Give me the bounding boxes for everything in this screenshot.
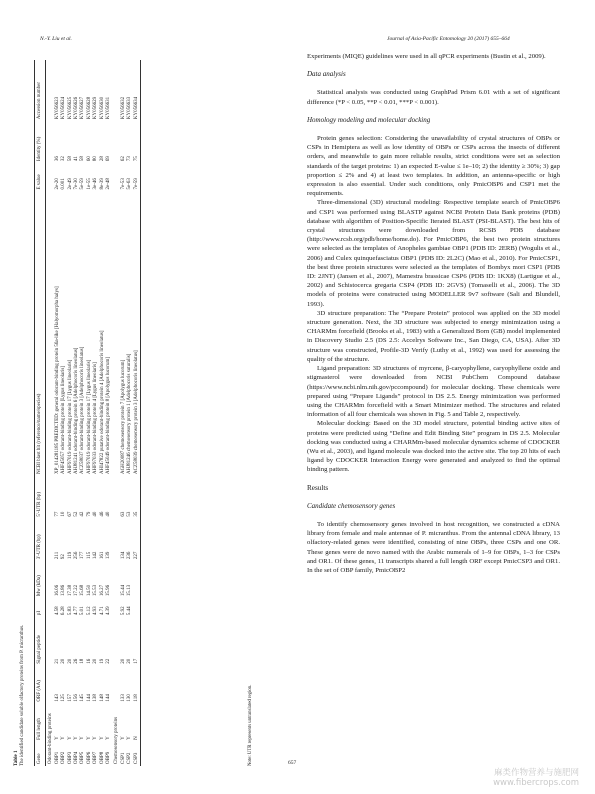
table-cell: 32 — [61, 156, 67, 162]
table-cell: 15.44 — [120, 584, 126, 597]
paragraph-results: To identify chemosensory genes involved in host recognition, we constructed a cDNA library from female and male antennae of P. micranthus. From the antennal cDNA library, 13 olfactory-related genes were identified, consisting of nine OBPs, three CSPs and one OR. These genes were de novo named with the Arabic numerals of 1–9 for OBPs, 1–3 for CSPs and OR1. Of these genes, 11 transcripts shared a full length ORF except PmicCSP3 and OR1. In the set of OBP family, PmicOBP2 — [307, 520, 560, 574]
paragraph-3d-modeling: Three-dimensional (3D) structural modeling: Respective template search of PmicOBP6 and CSP1 was performed using BLASTP against NCBI Protein Data Bank proteins (PDB) database with algorithm of Position-Specific Iterated BLAST (PSI-BLAST). The best hits of crystal structures were downloaded from RCSB PDB database (http://www.rcsb.org/pdb/home/home.do). For PmicOBP6, the best two protein structures were selected as the templates of Anopheles gambiae OBP1 (PDB ID: 2ERB) (Wogulis et al., 2006) and Culex quinquefasciatus OBP1 (PDB ID: 2L2C) (Mao et al., 2010). For PmicCSP1, the best three protein structures were selected as the templates of Bombyx mori CSP1 (PDB ID: 2JNT) (Jansen et al., 2007), Mamestra brassicae CSP6 (PDB ID: 1KX8) (Lartigue et al., 2002) and Schistocerca gregaria CSP4 (PDB ID: 2GVS) (Tomaselli et al., 2006). The 3D models of proteins were constructed using MODELLER 9v7 software (Sali and Blundell, 1993). — [307, 199, 560, 308]
watermark-url: www.fibercrops.com — [493, 778, 579, 788]
table-cell: 4.93 — [93, 606, 99, 616]
table-cell: 177 — [80, 551, 86, 560]
table-cell: 79 — [86, 511, 92, 517]
table-cell: OBP1 — [54, 751, 60, 764]
table-cell: ACZ58037 odorant-binding protein 3 [Adelphocoris lineolatus] — [80, 346, 86, 475]
table-cell: 77 — [54, 511, 60, 517]
table-cell: Y — [67, 736, 73, 740]
table-cell: 17 — [133, 658, 139, 664]
table-cell: 40 — [93, 511, 99, 517]
paragraph-gene-selection: Protein genes selection: Considering the unavailability of crystal structures of OBPs or CSPs in Hemiptera as well as low identity of OBPs or CSPs across the insects of different orders, and meanwhile to gain more reliable results, strict conditions were set as selection standards of the target proteins: 1) an expected E-value ≤ 1e–10; 2) the identity ≥ 30%; 3) gap proportion ≤ 2% and 4) at least two templates. In addition, an antenna-specific or high expression is also essential. Under such conditions, only PmicOBP6 and CSP1 met the requirements. — [307, 135, 560, 198]
table-cell: 125 — [61, 694, 67, 702]
table-cell: 35 — [133, 511, 139, 517]
table-cell: KY056623 — [54, 96, 60, 120]
table-cell: KY056629 — [93, 96, 99, 120]
table-cell: 227 — [133, 551, 139, 560]
right-text-column — [307, 52, 560, 575]
table-cell: KY056628 — [86, 96, 92, 120]
heading-homology-modeling: Homology modeling and molecular docking — [307, 115, 431, 124]
table-caption — [14, 625, 27, 766]
table-1-rotated — [12, 50, 290, 768]
table-cell: 73 — [127, 156, 133, 162]
table-cell: KY056633 — [127, 96, 133, 120]
table-cell: 4.39 — [106, 606, 112, 616]
table-cell: Y — [120, 736, 126, 740]
table-cell: 7e-30 — [74, 178, 80, 190]
table-cell: 67 — [67, 511, 73, 517]
table-cell: 5.83 — [67, 606, 73, 616]
table-cell: 80 — [93, 156, 99, 162]
table-cell: 10 — [61, 511, 67, 517]
table-cell: AHF45057 odorant-binding protein [Lygus lineolaris] — [61, 366, 67, 475]
table-cell: Y — [54, 736, 60, 740]
table-cell: 133 — [120, 694, 126, 702]
table-cell: ACZ58039 chemosensory protein 3 [Adelphocoris lineolatus] — [133, 350, 139, 475]
column-header: Accession number — [37, 81, 42, 120]
paragraph-ligand-preparation: Ligand preparation: 3D structures of myrcene, β-caryophyllene, caryophyllene oxide and stigmasterol were downloaded from NCBI PubChem Compound database (https://www.ncbi.nlm.nih.gov/pccompound) for molecular docking. These chemicals were prepared using “Prepare Ligands” protocol in DS 2.5. Energy minimization was performed using the CHARMm forcefield with a Smart Minimizer method. The structures and related information of all four chemicals was shown in Fig. 5 and Table 2, respectively. — [307, 365, 560, 419]
table-cell: 14.50 — [86, 584, 92, 597]
paragraph-statistics: Statistical analysis was conducted using GraphPad Prism 6.01 with a set of significant difference (*P < 0.05, **P < 0.01, ***P < 0.001). — [307, 89, 560, 106]
table-cell: 36 — [54, 156, 60, 162]
table-cell: Y — [80, 736, 86, 740]
table-cell: 20 — [93, 658, 99, 664]
table-cell: 7e-59 — [133, 178, 139, 190]
table-cell: 144 — [86, 694, 92, 702]
table-cell: 41 — [74, 156, 80, 162]
table-cell: 42 — [80, 511, 86, 517]
table-header-row — [35, 60, 46, 766]
table-cell: 7e-53 — [120, 178, 126, 190]
table-cell: 18 — [80, 658, 86, 664]
table-cell: 20 — [127, 658, 133, 664]
table-cell: 138 — [93, 694, 99, 702]
table-cell: OBP7 — [93, 751, 99, 764]
table-cell: 256 — [74, 551, 80, 560]
table-cell: 15.96 — [106, 584, 112, 597]
table-cell: 211 — [54, 551, 60, 560]
paragraph-structure-preparation: 3D structure preparation: The “Prepare Protein” protocol was applied on the 3D model structure generation. Next, the 3D structure was subjected to energy minimization using a CHARMm forcefield (Brooks et al., 1983) with a Generalized Born (GB) model implemented in Discovery Studio 2.5 (DS 2.5: Accelrys Software Inc., San Diego, CA, USA). After 3D structure was constructed, Profile-3D Verify (Luthy et al., 1992) was used for assessing the quality of the structure. — [307, 309, 560, 363]
table-cell: OBP8 — [99, 751, 105, 764]
table-cell: 21 — [54, 658, 60, 664]
heading-candidate-genes: Candidate chemosensory genes — [307, 501, 396, 510]
watermark-cn: 麻类作物营养与施肥网 — [493, 768, 579, 778]
table-cell: 15.68 — [80, 584, 86, 597]
table-cell: 20 — [67, 658, 73, 664]
table-cell: CSP3 — [133, 752, 139, 764]
table-cell: 1e-55 — [86, 178, 92, 190]
running-header-journal: Journal of Asia-Pacific Entomology 20 (2017) 655–664 — [387, 36, 510, 42]
table-cell: 236 — [127, 551, 133, 560]
table-cell: 6.28 — [61, 606, 67, 616]
table-cell: Y — [127, 736, 133, 740]
table-cell: 16.27 — [99, 584, 105, 597]
table-1-content — [12, 50, 290, 768]
table-cell: 161 — [99, 551, 105, 560]
table-group-row — [112, 60, 120, 766]
paragraph-molecular-docking: Molecular docking: Based on the 3D model structure, potential binding active sites of proteins were predicted using “Define and Edit Binding Site” program in DS 2.5. Molecular docking was conducted using a CHARMm-based molecular dynamics scheme of CDOCKER (Wu et al., 2003), and ligand molecule was docked into the active site. The top 20 hits of each ligand by CDOCKER Interaction Energy were generated and analyzed to find the optimal binding pattern. — [307, 420, 560, 474]
table-cell: 148 — [99, 694, 105, 702]
table-cell: 4.58 — [54, 606, 60, 616]
table-cell: KY056634 — [133, 96, 139, 120]
table-cell: 130 — [127, 694, 133, 702]
table-cell: 139 — [106, 551, 112, 560]
heading-results: Results — [307, 483, 329, 492]
table-cell: 63 — [120, 511, 126, 517]
table-row — [134, 60, 141, 766]
table-cell: 26 — [74, 658, 80, 664]
table-cell: AHJ81241 odorant-binding protein 6 [Adelphocoris lineolatus] — [74, 347, 80, 475]
table-cell: 144 — [106, 694, 112, 702]
table-cell: 69 — [106, 156, 112, 162]
table-group-row — [46, 60, 55, 766]
column-header: Signal peptide — [37, 634, 42, 664]
table-cell: 5e-63 — [127, 178, 133, 190]
table-cell: Y — [93, 736, 99, 740]
table-cell: 2e-49 — [67, 178, 73, 190]
table-cell: 16.06 — [54, 584, 60, 597]
watermark — [493, 768, 579, 788]
table-cell: Y — [106, 736, 112, 740]
table-cell: 16 — [86, 658, 92, 664]
table-cell: N — [133, 736, 139, 740]
group-label: Chemosensory proteins — [114, 716, 120, 764]
table-cell: 3e-46 — [93, 178, 99, 190]
table-cell: 20 — [61, 658, 67, 664]
column-header: 3'-UTR (bp) — [37, 534, 42, 560]
table-cell: KY056631 — [106, 96, 112, 120]
table-cell: 8e-39 — [99, 178, 105, 190]
table-cell: 62 — [120, 156, 126, 162]
table-cell: 92 — [61, 554, 67, 560]
table-cell: 5.01 — [80, 606, 86, 616]
table-cell: 4.77 — [74, 606, 80, 616]
table-cell: 157 — [67, 694, 73, 702]
table-cell: AHF45049 odorant-binding protein 8 [Apolygus lucorum] — [106, 356, 112, 475]
table-cell: Y — [74, 736, 80, 740]
table-body — [46, 60, 141, 766]
table-cell: 115 — [86, 551, 92, 560]
table-cell: 15.13 — [127, 584, 133, 597]
table-cell: Y — [99, 736, 105, 740]
table-cell: OBP3 — [67, 751, 73, 764]
table-cell: 46 — [99, 511, 105, 517]
table-cell: XP_014281185 PREDICTED: general odorant-binding protein 56a-like [Halyomorpha halys] — [54, 286, 60, 475]
table-cell: OBP9 — [106, 751, 112, 764]
table-cell: OBP6 — [86, 751, 92, 764]
table-cell: 52 — [74, 511, 80, 517]
column-header: Identity (%) — [37, 136, 42, 162]
table-cell: 156 — [74, 694, 80, 702]
table-cell: AHJ81246 chemosensory protein 1 [Adelphocoris suturalis] — [127, 353, 133, 475]
table-cell: 15.53 — [93, 584, 99, 597]
table-cell: 142 — [93, 551, 99, 560]
table-cell: 2e-20 — [54, 178, 60, 190]
table-cell: KY056627 — [80, 96, 86, 120]
column-header: Gene — [37, 753, 42, 764]
table-cell: 134 — [120, 551, 126, 560]
table-cell: KY056632 — [120, 96, 126, 120]
table-cell: CSP1 — [120, 752, 126, 764]
table-cell: 143 — [54, 694, 60, 702]
table-cell: 17.38 — [67, 584, 73, 597]
table-cell: 60 — [86, 156, 92, 162]
table-cell: AHI47822 putative odorant-binding protein 4 [Adelphocoris lineolatus] — [99, 330, 105, 475]
table-cell: CSP2 — [127, 752, 133, 764]
column-header: ORF (AA) — [37, 680, 42, 702]
table-cell: KY056625 — [67, 96, 73, 120]
running-header-authors: N.-Y. Liu et al. — [40, 36, 72, 42]
table-cell: 75 — [133, 156, 139, 162]
table-cell: 17.22 — [74, 584, 80, 597]
table-cell: 5.44 — [127, 606, 133, 616]
table-cell: 22 — [106, 658, 112, 664]
table-cell: 19 — [99, 658, 105, 664]
table-cell: 28 — [99, 156, 105, 162]
table-footnote: Note: UTR represents untranslated region. — [248, 684, 253, 766]
table-cell: 145 — [80, 694, 86, 702]
column-header: 5'-UTR (bp) — [37, 491, 42, 517]
column-header: E value — [37, 174, 42, 190]
table-number: Table 1 — [14, 750, 19, 766]
column-header: pI — [37, 610, 42, 616]
table-cell: 2e-48 — [106, 178, 112, 190]
heading-data-analysis: Data analysis — [307, 70, 346, 79]
olfactory-proteins-table — [34, 60, 141, 766]
page-number: 657 — [288, 760, 297, 766]
table-cell: AHF97019 odorant-binding protein 17 [Lygus lineolaris] — [67, 359, 73, 475]
table-cell: KY056624 — [61, 96, 67, 120]
table-cell — [134, 598, 141, 617]
table-cell: 40 — [106, 511, 112, 517]
table-cell: 118 — [133, 694, 139, 702]
table-cell: 53 — [127, 511, 133, 517]
table-cell: Y — [61, 736, 67, 740]
table-cell: Y — [86, 736, 92, 740]
table-cell: AGH20087 chemosensory protein 7 [Apolygus lucorum] — [120, 359, 126, 475]
column-header: Full length — [37, 718, 42, 740]
table-cell: OBP4 — [74, 751, 80, 764]
table-cell: OBP2 — [61, 751, 67, 764]
column-header: NCBI blast hit (reference/name/species) — [37, 393, 42, 475]
paragraph-miqe: Experiments (MIQE) guidelines were used in all qPCR experiments (Bustin et al., 2009). — [307, 53, 546, 60]
table-cell: OBP5 — [80, 751, 86, 764]
table-cell: 20 — [120, 658, 126, 664]
table-cell: 58 — [80, 156, 86, 162]
table-title: The identified candidate soluble olfactory proteins from P. micranthus. — [20, 624, 26, 766]
table-cell: 4.71 — [99, 606, 105, 616]
table-cell: 5.92 — [120, 606, 126, 616]
table-cell — [134, 561, 141, 598]
table-cell: 119 — [67, 551, 73, 560]
table-cell: KY056630 — [99, 96, 105, 120]
group-label: Odorant-binding proteins — [48, 713, 54, 764]
table-cell: 58 — [67, 156, 73, 162]
table-cell: 5.12 — [86, 606, 92, 616]
table-cell: 5e-59 — [80, 178, 86, 190]
table-cell: AHF97019 odorant-binding protein 17 [Lygus lineolaris] — [86, 359, 92, 475]
column-header: Mw (kDa) — [37, 575, 42, 597]
table-cell: AHF97033 odorant-binding protein 4 [Lygus lineolaris] — [93, 362, 99, 475]
table-cell: 13.86 — [61, 584, 67, 597]
table-cell: 0.001 — [61, 178, 67, 190]
table-cell: KY056626 — [74, 96, 80, 120]
